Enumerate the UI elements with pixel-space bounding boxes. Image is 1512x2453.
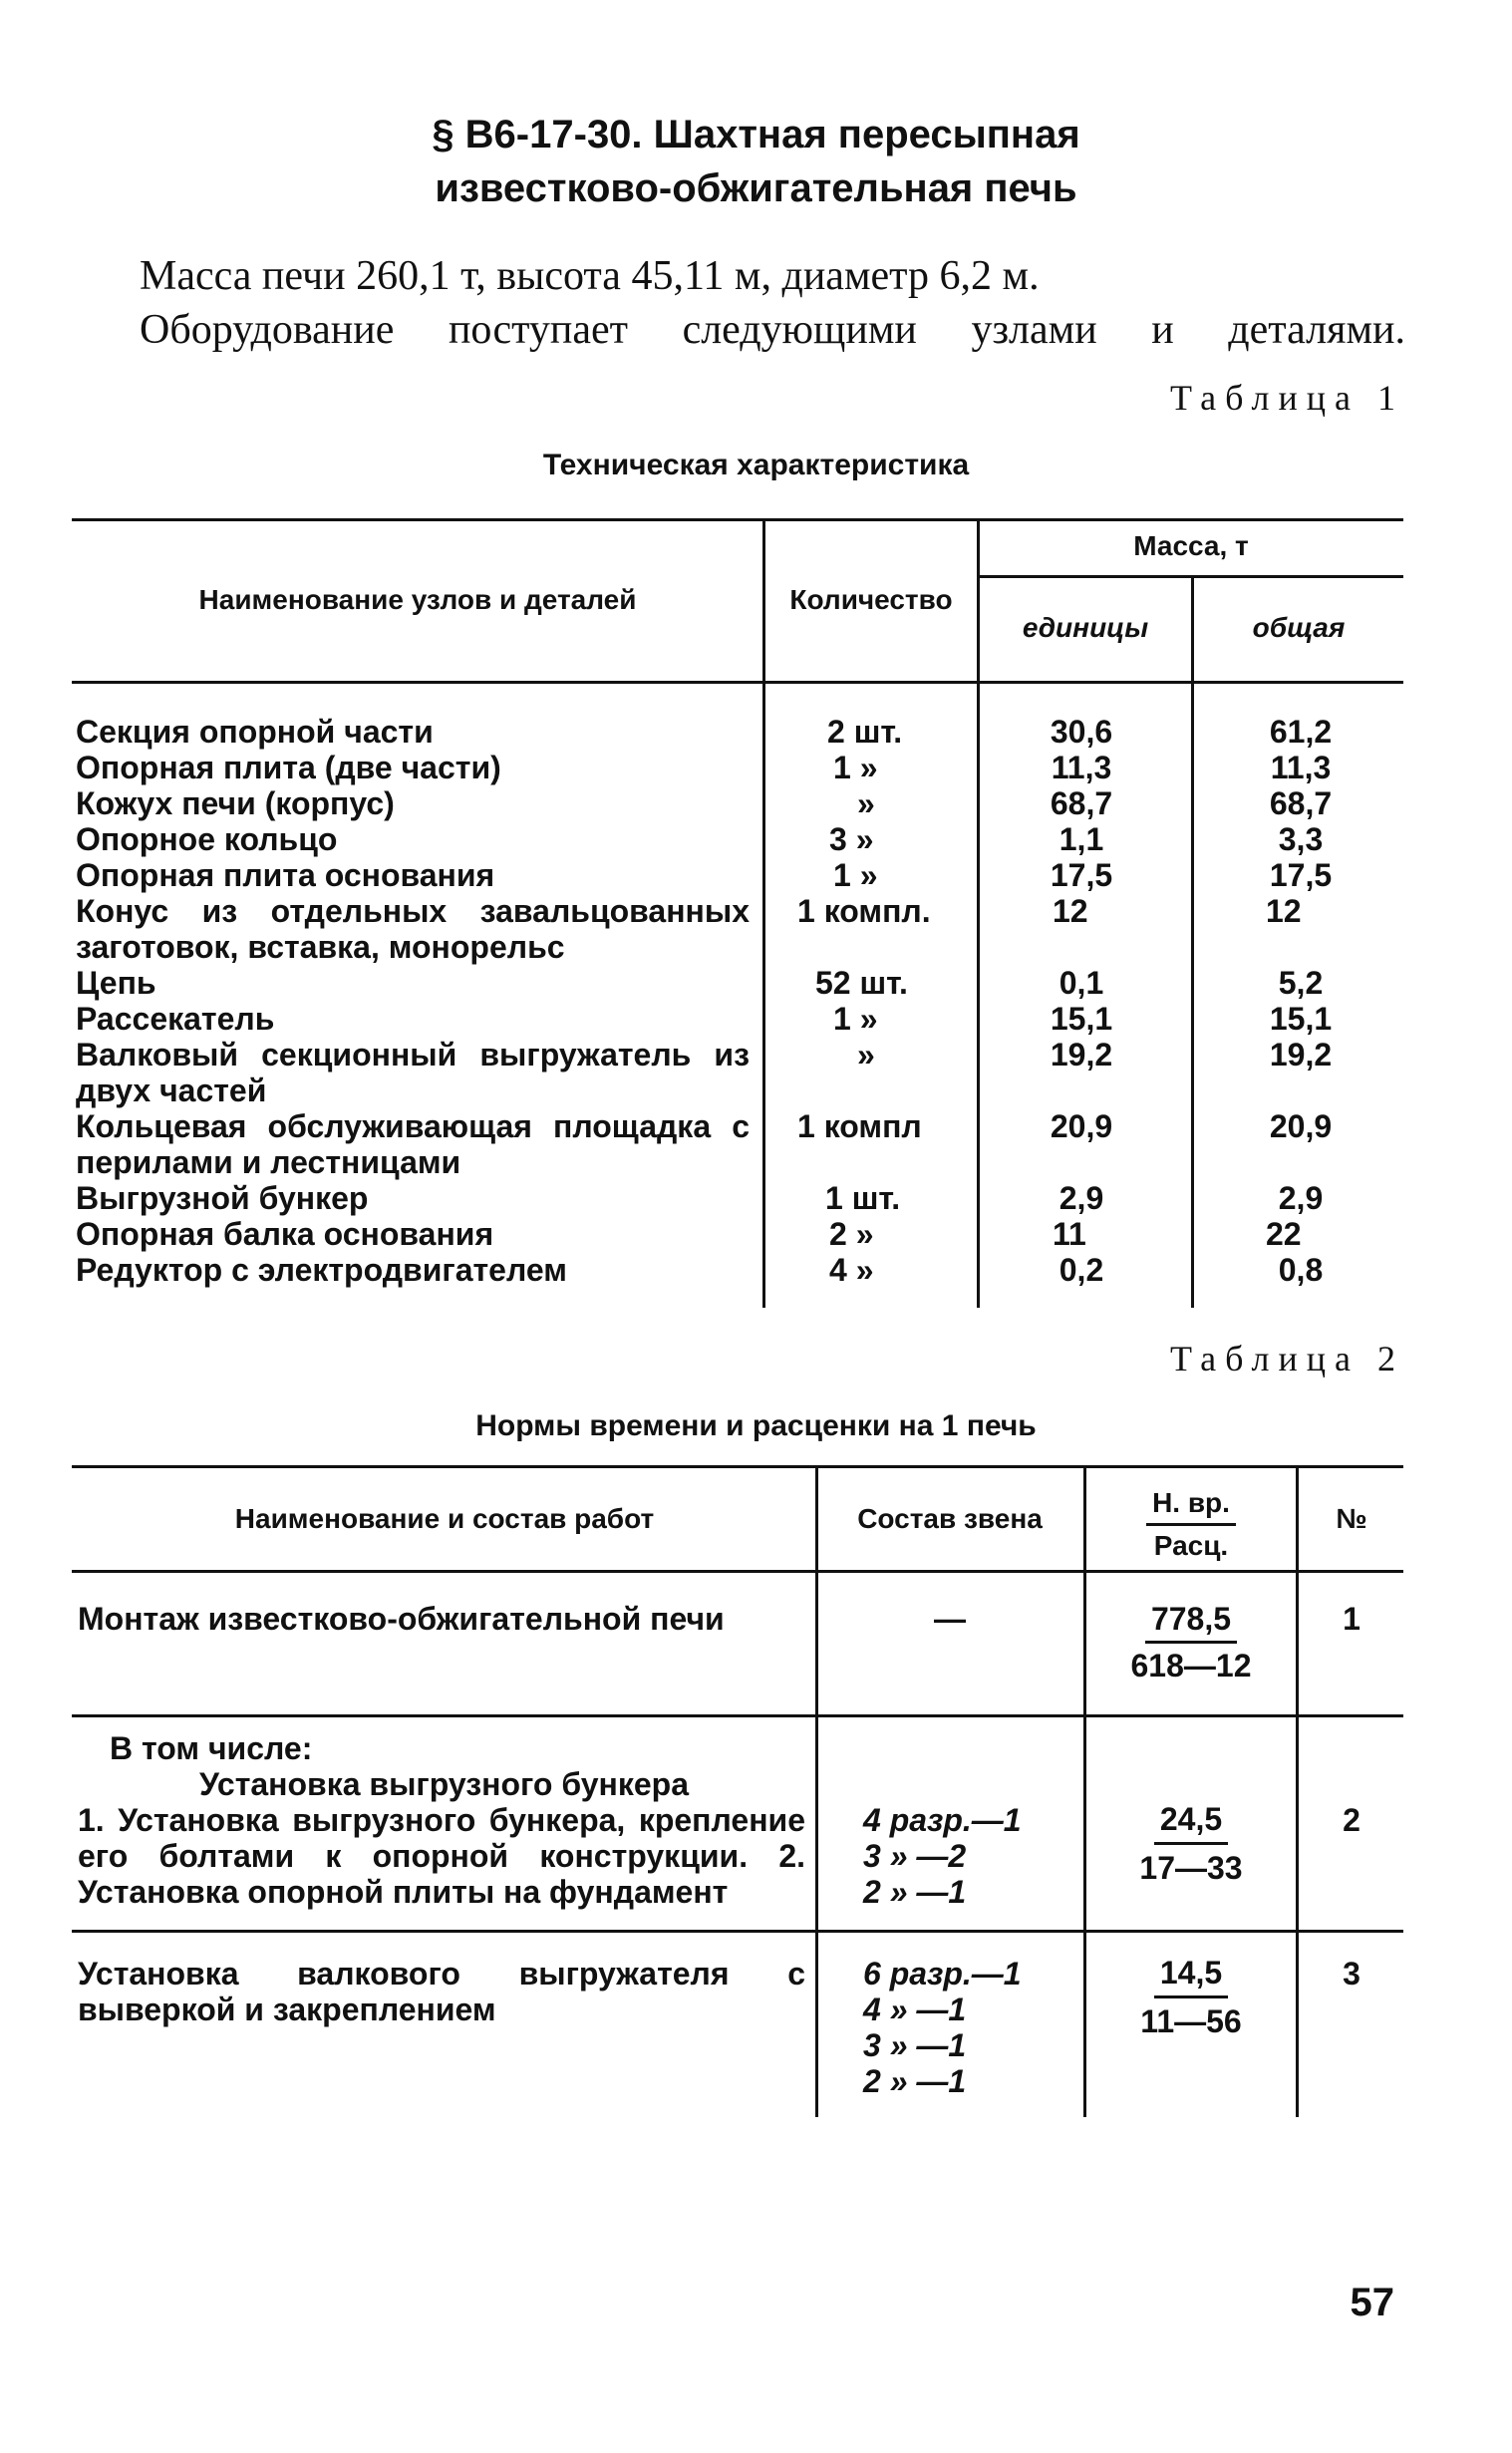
table2-row3-num: 3 bbox=[1343, 1956, 1361, 1992]
table1-row-unit: 12 bbox=[1053, 893, 1088, 929]
table2-vline-3 bbox=[1296, 1467, 1299, 2117]
heading-line-1: § В6-17-30. Шахтная пересыпная bbox=[432, 113, 1080, 156]
table2-row2-norm bbox=[1088, 1796, 1294, 1891]
table2-vline-2 bbox=[1083, 1467, 1086, 2117]
table1-header-mass: Масса, т bbox=[1133, 530, 1249, 561]
table1-row-qty: 3 » bbox=[829, 821, 874, 857]
table1-row-unit: 30,6 bbox=[1050, 714, 1113, 750]
table1-row-qty: 1 » bbox=[833, 1001, 878, 1037]
table1-row-unit: 0,1 bbox=[1058, 965, 1104, 1001]
table1-row-unit: 11 bbox=[1053, 1216, 1086, 1252]
table2-vline-1 bbox=[815, 1467, 818, 2117]
table1-header-total: общая bbox=[1252, 612, 1346, 643]
table1-row-name: Опорное кольцо bbox=[76, 821, 338, 857]
table2-header-norm bbox=[1088, 1483, 1294, 1566]
table1-header-name: Наименование узлов и деталей bbox=[198, 584, 637, 615]
table1-row-total: 17,5 bbox=[1269, 857, 1333, 893]
table1-row-total: 19,2 bbox=[1269, 1037, 1333, 1073]
table1-row-unit: 11,3 bbox=[1051, 750, 1112, 785]
table1-row-name: Выгрузной бункер bbox=[76, 1180, 369, 1216]
table1-vline-3 bbox=[1191, 577, 1194, 1308]
table1-row-total: 11,3 bbox=[1270, 750, 1332, 785]
table1-mass-rule bbox=[977, 575, 1403, 578]
table2-row1-rate: 618—12 bbox=[1130, 1648, 1252, 1684]
table2-header-norm-top: Н. вр. bbox=[1146, 1483, 1236, 1526]
table1-row-total: 22 bbox=[1266, 1216, 1302, 1252]
table2-row1-norm bbox=[1088, 1597, 1294, 1687]
table2-row1-rule bbox=[72, 1714, 1403, 1717]
table1-row-name: Опорная плита (две части) bbox=[76, 750, 501, 785]
table1-row-total: 68,7 bbox=[1269, 785, 1333, 821]
heading-line-2: известково-обжигательная печь bbox=[435, 166, 1077, 210]
table2-row1-num: 1 bbox=[1343, 1601, 1361, 1637]
table2-row3-name: Установка валкового выгружателя с выверкой и закреплением bbox=[78, 1956, 805, 2027]
table2-row2-intro: В том числе: bbox=[110, 1730, 313, 1766]
table2-row3-norm bbox=[1088, 1950, 1294, 2044]
table2-row2-crew-line: 3 » —2 bbox=[863, 1838, 967, 1874]
table2-row3-crew-line: 6 разр.—1 bbox=[863, 1956, 1022, 1992]
table2-row3-norm-value: 14,5 bbox=[1154, 1950, 1228, 1998]
table1-row-unit: 0,2 bbox=[1058, 1252, 1104, 1288]
table1-row-qty: » bbox=[857, 785, 875, 821]
table1-row-qty: » bbox=[857, 1037, 875, 1073]
table2-row2-name: 1. Установка выгрузного бункера, крепление его болтами к опорной конструкции. 2. Установка опорной плиты на фундамент bbox=[78, 1802, 805, 1910]
table1-row-name: Опорная балка основания bbox=[76, 1216, 494, 1252]
intro-line-2: Оборудование поступает следующими узлами и деталями. bbox=[140, 307, 1405, 353]
table2-header-crew: Состав звена bbox=[857, 1503, 1043, 1534]
intro-line-1: Масса печи 260,1 т, высота 45,11 м, диаметр 6,2 м. bbox=[140, 253, 1040, 299]
table1-row-total: 5,2 bbox=[1278, 965, 1324, 1001]
table2-row3-crew-line: 4 » —1 bbox=[863, 1992, 967, 2027]
table2-row2-crew-line: 4 разр.—1 bbox=[863, 1802, 1022, 1838]
table2-header-name: Наименование и состав работ bbox=[234, 1503, 655, 1534]
table1-row-unit: 20,9 bbox=[1050, 1108, 1113, 1144]
table2-row2-crew-line: 2 » —1 bbox=[863, 1874, 967, 1910]
table1-row-total: 61,2 bbox=[1269, 714, 1333, 750]
table1-row-name: Секция опорной части bbox=[76, 714, 434, 750]
table1-row-qty: 2 шт. bbox=[827, 714, 903, 750]
table1-vline-1 bbox=[762, 520, 765, 1308]
table1-row-unit: 1,1 bbox=[1058, 821, 1104, 857]
table2-row2-norm-value: 24,5 bbox=[1154, 1796, 1228, 1845]
table1-row-name: Опорная плита основания bbox=[76, 857, 495, 893]
table1-row-unit: 68,7 bbox=[1050, 785, 1113, 821]
table2-row2-rate: 17—33 bbox=[1139, 1850, 1243, 1886]
table1-row-name: Кожух печи (корпус) bbox=[76, 785, 395, 821]
table1-row-name: Рассекатель bbox=[76, 1001, 275, 1037]
table1-row-qty: 1 шт. bbox=[825, 1180, 901, 1216]
table2-label: Таблица 2 bbox=[1170, 1339, 1404, 1379]
table1-row-total: 0,8 bbox=[1278, 1252, 1324, 1288]
table1-row-name: Цепь bbox=[76, 965, 156, 1001]
table1-row-total: 20,9 bbox=[1269, 1108, 1333, 1144]
table2-row1-name: Монтаж известково-обжигательной печи bbox=[78, 1601, 725, 1637]
table1-row-qty: 52 шт. bbox=[815, 965, 908, 1001]
table2-row1-norm-value: 778,5 bbox=[1145, 1597, 1237, 1644]
table1-row-total: 2,9 bbox=[1278, 1180, 1324, 1216]
table1-row-qty: 1 » bbox=[833, 750, 878, 785]
table2-row3-crew-line: 2 » —1 bbox=[863, 2063, 967, 2099]
table1-header-unit: единицы bbox=[1022, 612, 1149, 643]
table1-row-name: Кольцевая обслуживающая площадка с перилами и лестницами bbox=[76, 1108, 750, 1180]
table2-row2-crew bbox=[863, 1802, 1022, 1910]
table1-row-name: Редуктор с электродвигателем bbox=[76, 1252, 567, 1288]
table2-top-rule bbox=[72, 1465, 1403, 1468]
table1-header-rule bbox=[72, 681, 1403, 684]
intro-paragraph bbox=[140, 249, 1405, 357]
table1-header-qty: Количество bbox=[789, 584, 953, 615]
table1-row-unit: 17,5 bbox=[1050, 857, 1113, 893]
table2-header-rule bbox=[72, 1570, 1403, 1573]
table1-row-qty: 4 » bbox=[829, 1252, 874, 1288]
table1-row-qty: 1 компл. bbox=[797, 893, 931, 929]
table2-row2-rule bbox=[72, 1930, 1403, 1933]
page-number: 57 bbox=[1350, 2281, 1394, 2324]
table2-row2-subhead: Установка выгрузного бункера bbox=[199, 1766, 689, 1802]
table1-row-total: 12 bbox=[1266, 893, 1302, 929]
table2-row3-crew-line: 3 » —1 bbox=[863, 2027, 967, 2063]
table1-row-unit: 15,1 bbox=[1050, 1001, 1113, 1037]
table2-row1-crew: — bbox=[934, 1601, 966, 1637]
table2-row3-crew bbox=[863, 1956, 1022, 2099]
section-heading bbox=[0, 108, 1512, 215]
table1-caption: Техническая характеристика bbox=[542, 449, 970, 481]
table2-row3-rate: 11—56 bbox=[1140, 2003, 1242, 2039]
table1-top-rule bbox=[72, 518, 1403, 521]
table1-row-unit: 19,2 bbox=[1050, 1037, 1113, 1073]
table1-row-total: 15,1 bbox=[1269, 1001, 1333, 1037]
table1-row-qty: 1 компл bbox=[797, 1108, 922, 1144]
table1-row-total: 3,3 bbox=[1278, 821, 1324, 857]
table1-row-unit: 2,9 bbox=[1058, 1180, 1104, 1216]
table2-row2-num: 2 bbox=[1343, 1802, 1361, 1838]
table2-header-num: № bbox=[1336, 1503, 1367, 1534]
table1-row-qty: 2 » bbox=[829, 1216, 874, 1252]
table1-label: Таблица 1 bbox=[1170, 378, 1404, 418]
table1-row-name: Конус из отдельных завальцованных заготовок, вставка, монорельс bbox=[76, 893, 750, 965]
table1-row-name: Валковый секционный выгружатель из двух частей bbox=[76, 1037, 750, 1108]
table2-header-norm-bottom: Расц. bbox=[1153, 1530, 1229, 1561]
table1-row-qty: 1 » bbox=[833, 857, 878, 893]
table2-caption: Нормы времени и расценки на 1 печь bbox=[475, 1409, 1037, 1442]
